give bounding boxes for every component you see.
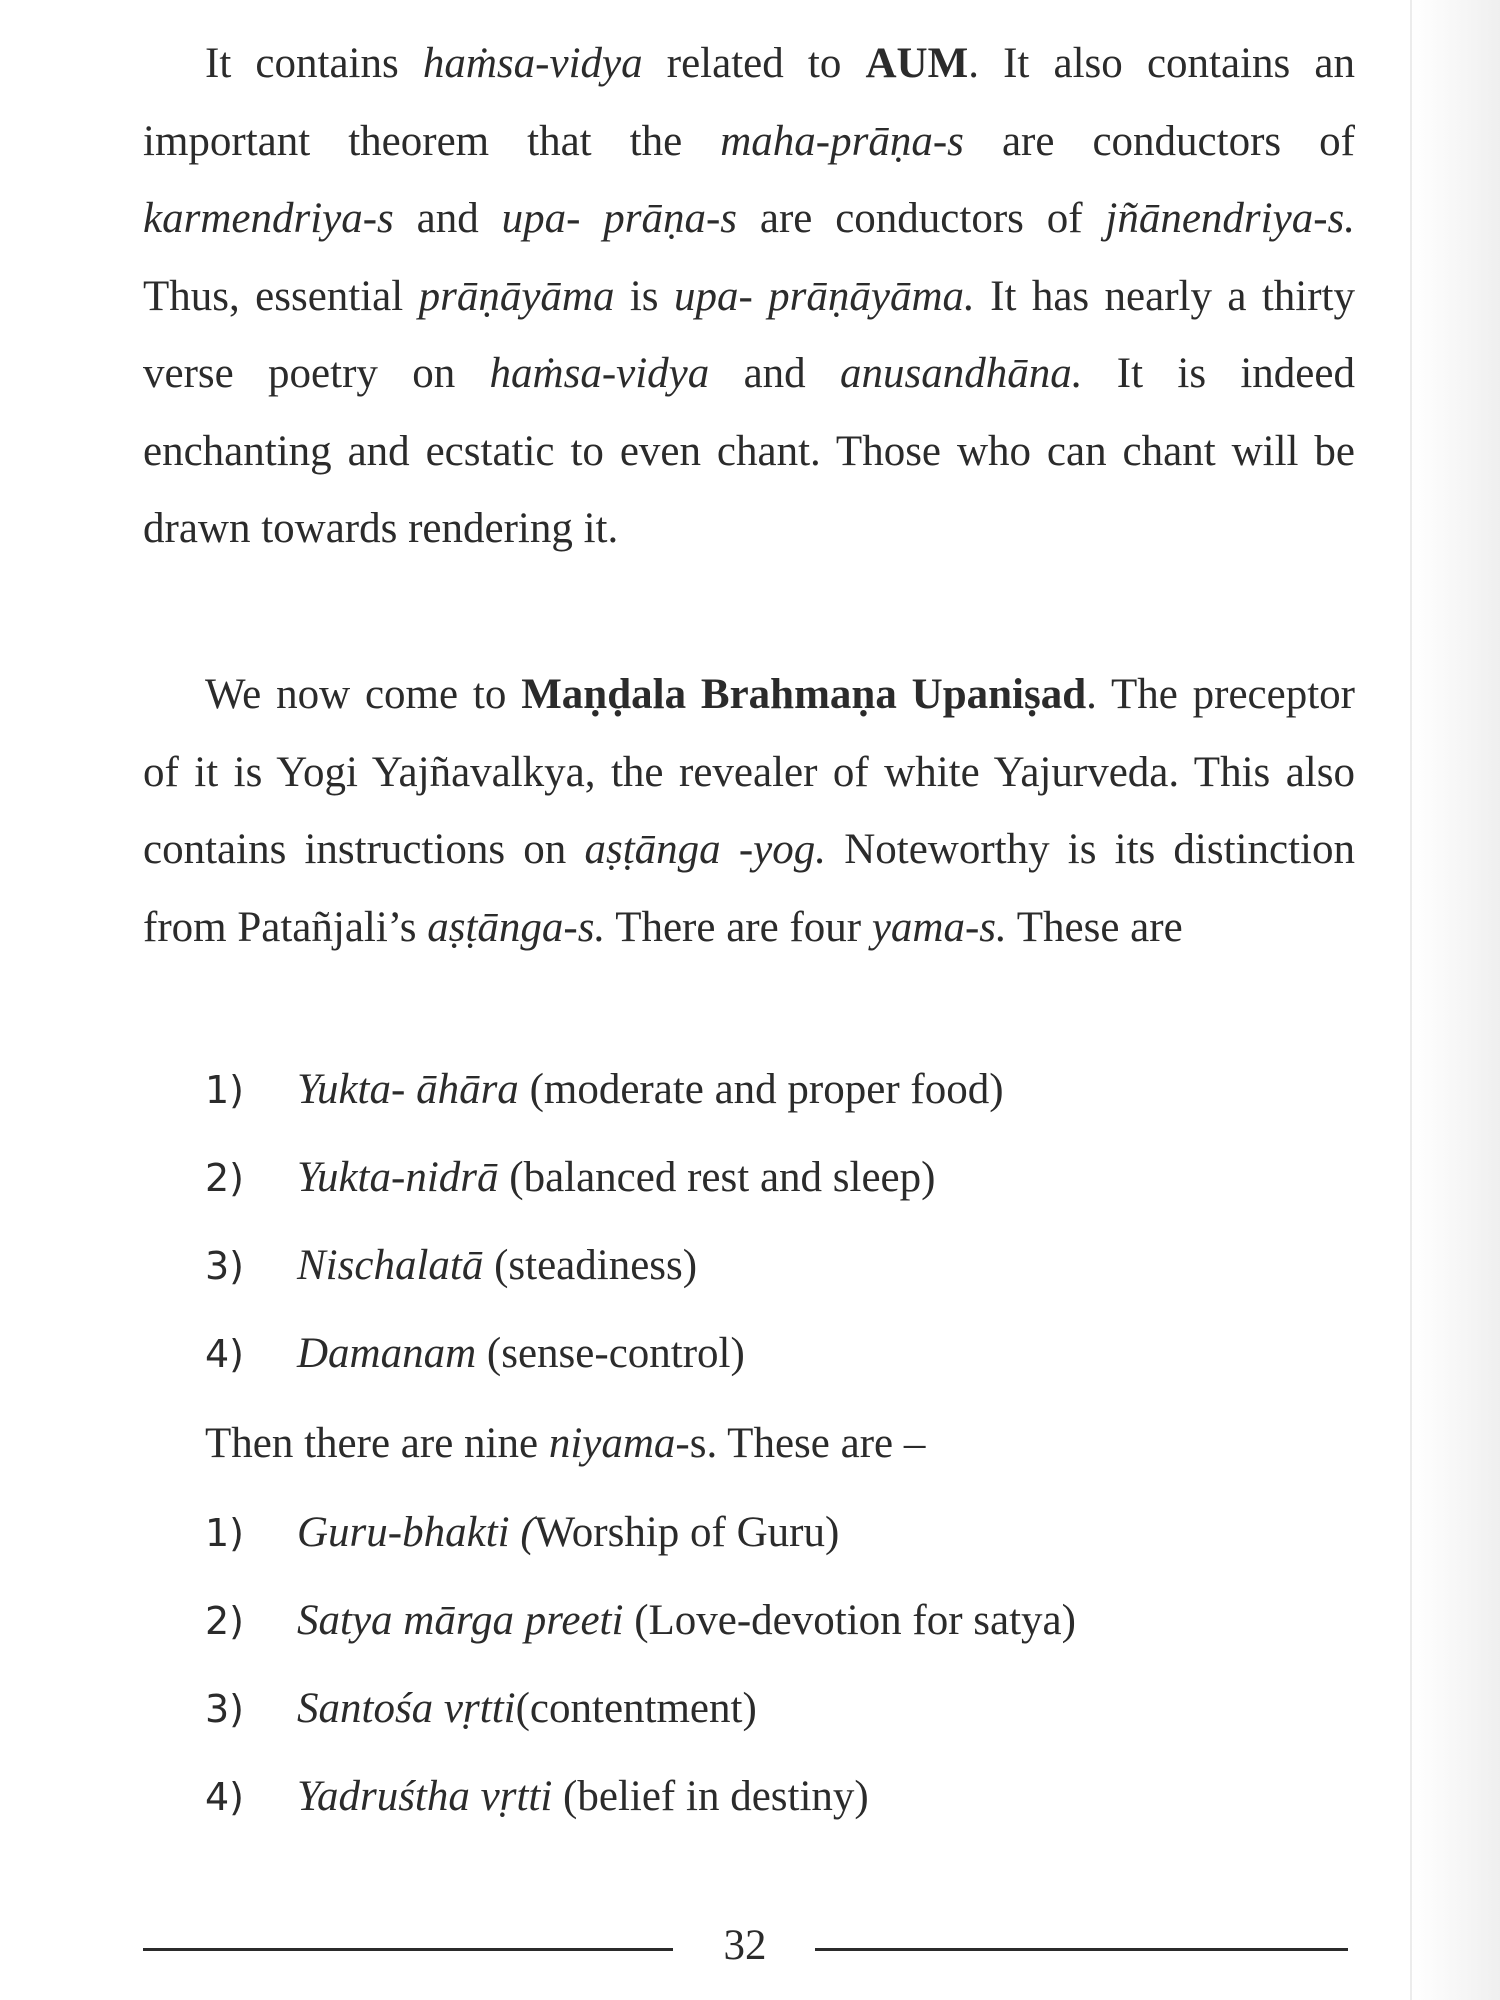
page-edge-line bbox=[1410, 0, 1412, 2000]
gloss: (contentment) bbox=[515, 1685, 757, 1732]
paragraph-haṁsa-vidya bbox=[143, 25, 1355, 568]
italic-term: karmendriya-s bbox=[143, 195, 394, 242]
list-number: 4) bbox=[205, 1332, 245, 1376]
italic-term: Santośa vṛtti bbox=[297, 1685, 516, 1732]
italic-term: jñānendriya-s. bbox=[1105, 195, 1355, 242]
list-text bbox=[297, 1489, 839, 1577]
italic-term: aṣṭānga -yog. bbox=[584, 826, 827, 873]
italic-term: Damanam bbox=[297, 1330, 477, 1377]
list-text bbox=[297, 1134, 935, 1222]
list-text bbox=[297, 1665, 757, 1753]
italic-term: aṣṭānga-s. bbox=[427, 903, 606, 951]
gloss: (sense-control) bbox=[476, 1330, 745, 1377]
italic-term: haṁsa-vidya bbox=[422, 40, 643, 87]
text-run: It is indeed enchanting and ecstatic to even chant. Those who can chant will be drawn towards rendering it. bbox=[143, 350, 1355, 552]
text-run: are conductors of bbox=[963, 117, 1355, 165]
italic-term: Yadruśtha vṛtti bbox=[297, 1773, 553, 1820]
bold-term: Maṇḍala Brahmaṇa Upaniṣad bbox=[521, 671, 1087, 718]
list-item bbox=[205, 1310, 1305, 1398]
list-text bbox=[297, 1577, 1076, 1665]
text-run: These are bbox=[1006, 903, 1183, 951]
text-run: It has nearly a thirty verse poetry on bbox=[143, 272, 1355, 397]
list-item bbox=[205, 1222, 1305, 1310]
bold-term: AUM bbox=[865, 40, 969, 87]
text-run: Noteworthy is its distinction from Patañjali’s bbox=[143, 826, 1355, 951]
list-text bbox=[297, 1310, 745, 1398]
page-number: 32 bbox=[723, 1922, 767, 1969]
list-number: 1) bbox=[205, 1068, 245, 1112]
gloss: (steadiness) bbox=[483, 1242, 698, 1289]
list-item bbox=[205, 1134, 1305, 1222]
list-number: 3) bbox=[205, 1687, 245, 1731]
italic-term: upa- prāṇāyāma. bbox=[673, 272, 975, 320]
gloss: (moderate and proper food) bbox=[518, 1066, 1004, 1113]
italic-term: maha-prāṇa-s bbox=[720, 117, 964, 165]
list-item bbox=[205, 1753, 1305, 1841]
page-edge-shadow bbox=[1410, 0, 1500, 2000]
italic-term: Yukta- āhāra bbox=[297, 1066, 519, 1113]
italic-term: yama-s. bbox=[871, 903, 1007, 951]
italic-term: upa- prāṇa-s bbox=[501, 195, 738, 242]
footer-rule-left bbox=[143, 1948, 673, 1951]
niyama-intro bbox=[205, 1405, 925, 1482]
paragraph-mandala-brahmana bbox=[143, 656, 1355, 966]
gloss: Worship of Guru) bbox=[534, 1509, 840, 1556]
list-number: 1) bbox=[205, 1511, 245, 1555]
text-run: are conductors of bbox=[737, 195, 1106, 242]
italic-term: Satya mārga preeti bbox=[297, 1597, 624, 1644]
list-text bbox=[297, 1222, 697, 1310]
gloss: (Love-devotion for satya) bbox=[623, 1597, 1076, 1644]
text-run: . It also contains an important theorem that the bbox=[143, 40, 1355, 165]
italic-term: haṁsa-vidya bbox=[489, 350, 710, 397]
gloss: (balanced rest and sleep) bbox=[498, 1154, 936, 1201]
list-number: 2) bbox=[205, 1156, 245, 1200]
text-run: and bbox=[709, 350, 840, 397]
text-run: and bbox=[393, 195, 502, 242]
text-run: There are four bbox=[605, 903, 872, 951]
list-item bbox=[205, 1489, 1305, 1577]
list-text bbox=[297, 1046, 1004, 1134]
yama-list bbox=[205, 1046, 1305, 1398]
text-run: Then there are nine bbox=[205, 1420, 549, 1467]
list-text bbox=[297, 1753, 869, 1841]
text-run: It contains bbox=[205, 40, 423, 87]
italic-term: Nischalatā bbox=[297, 1242, 484, 1289]
text-run: related to bbox=[642, 40, 866, 87]
gloss: (belief in destiny) bbox=[552, 1773, 869, 1820]
text-run: -s. These are – bbox=[675, 1420, 926, 1467]
list-item bbox=[205, 1577, 1305, 1665]
italic-term: Yukta-nidrā bbox=[297, 1154, 499, 1201]
list-item bbox=[205, 1046, 1305, 1134]
list-number: 4) bbox=[205, 1775, 245, 1819]
list-number: 3) bbox=[205, 1244, 245, 1288]
italic-term: anusandhāna. bbox=[839, 350, 1083, 397]
footer-rule-right bbox=[815, 1948, 1348, 1951]
italic-term: prāṇāyāma bbox=[418, 272, 615, 320]
list-item bbox=[205, 1665, 1305, 1753]
text-run: . The preceptor of it is Yogi Yajñavalkya, the revealer of white Yajurveda. This also contains instructions on bbox=[143, 671, 1355, 873]
list-number: 2) bbox=[205, 1599, 245, 1643]
text-run: We now come to bbox=[205, 671, 522, 718]
text-run: Thus, essential bbox=[143, 272, 419, 320]
text-run: is bbox=[614, 272, 674, 320]
italic-term: niyama bbox=[548, 1420, 676, 1467]
niyama-list bbox=[205, 1489, 1305, 1841]
italic-term: Guru-bhakti ( bbox=[297, 1509, 535, 1556]
